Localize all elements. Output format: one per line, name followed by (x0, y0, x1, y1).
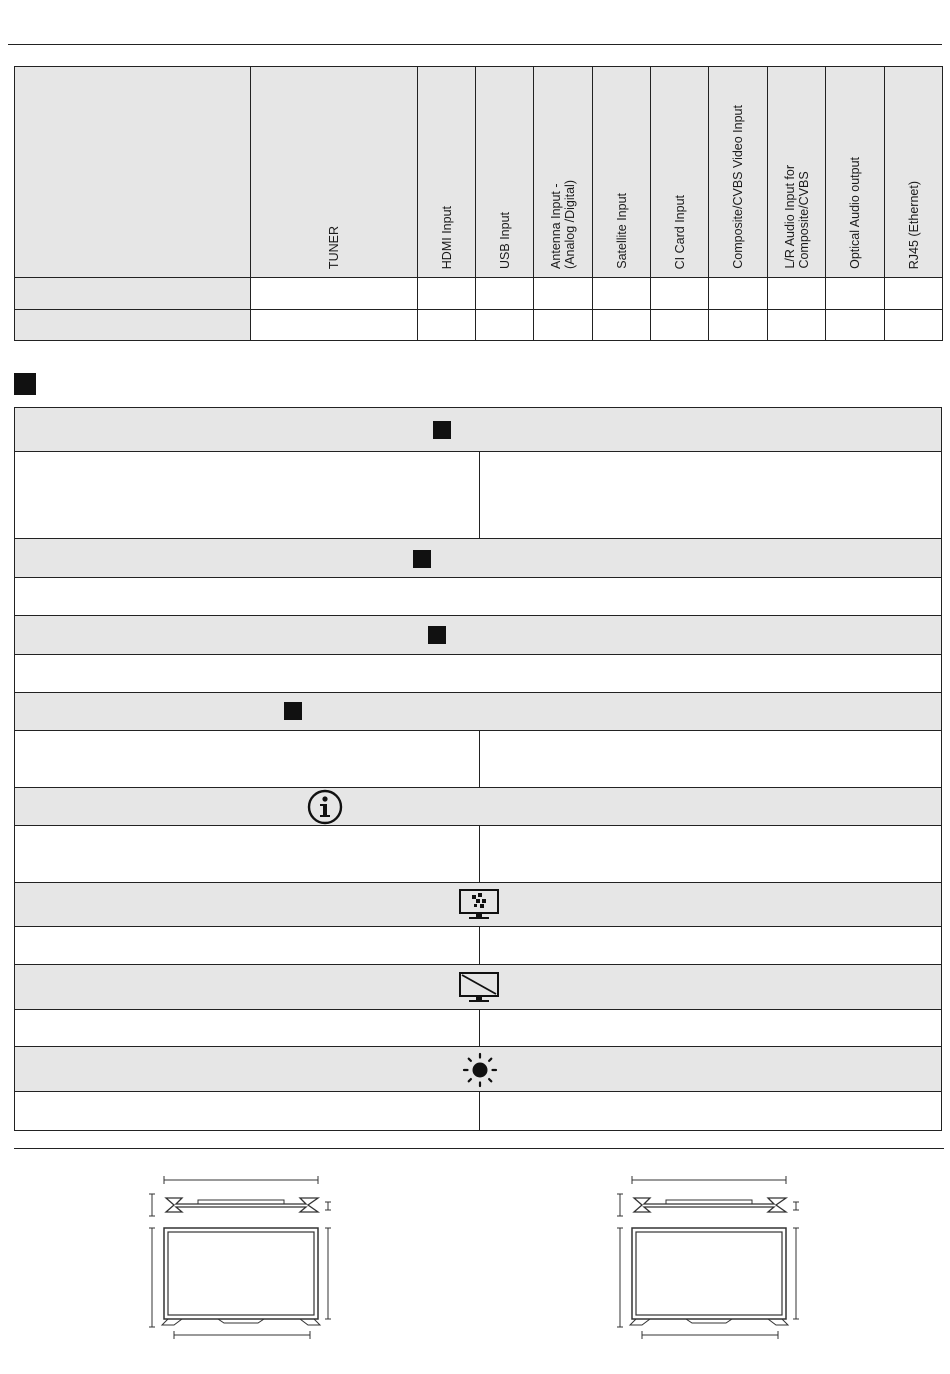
table-cell (709, 310, 768, 341)
col-label-line: L/R Audio Input for (782, 165, 797, 269)
table-row (15, 278, 943, 310)
col-label-line: Antenna Input - (549, 183, 563, 269)
spec-cell-full (15, 578, 941, 615)
square-marker-icon (433, 421, 451, 439)
table-cell (709, 278, 768, 310)
col-label: HDMI Input (439, 205, 454, 269)
spec-section-body (14, 452, 942, 539)
table-cell (418, 310, 476, 341)
square-marker-icon (413, 550, 431, 568)
col-label: USB Input (497, 212, 512, 269)
table-cell (768, 278, 826, 310)
col-label-line: Composite/CVBS (796, 171, 811, 269)
spec-cell-right (479, 927, 941, 964)
spec-section-header (14, 616, 942, 655)
table-cell (651, 278, 709, 310)
col-composite (709, 67, 768, 278)
col-label-multiline (783, 165, 811, 269)
spec-cell-right (479, 452, 941, 538)
top-rule (8, 44, 942, 45)
spec-section-header (14, 693, 942, 731)
spec-section-header (14, 1047, 942, 1092)
spec-section-body (14, 655, 942, 693)
spec-cell-full (15, 655, 941, 692)
col-label: CI Card Input (672, 194, 687, 269)
col-label: Optical Audio output (848, 157, 862, 269)
tv-dimension-drawing-left (146, 1172, 336, 1344)
monitor-off-icon (458, 972, 500, 1004)
table-cell (651, 310, 709, 341)
section-marker-icon (14, 373, 36, 395)
col-satellite (593, 67, 651, 278)
square-marker-icon (428, 626, 446, 644)
table-cell (826, 310, 885, 341)
spec-cell-right (479, 731, 941, 787)
sun-brightness-icon (462, 1052, 498, 1088)
table-cell (251, 278, 418, 310)
table-cell (534, 278, 593, 310)
table-cell (418, 278, 476, 310)
connections-table (14, 66, 943, 341)
spec-section-body (14, 731, 942, 788)
table-cell (476, 310, 534, 341)
table-cell (593, 310, 651, 341)
col-rj45 (885, 67, 943, 278)
spec-cell-left (15, 1010, 479, 1046)
spec-section-body (14, 578, 942, 616)
col-label-multiline (549, 180, 577, 269)
col-label: RJ45 (Ethernet) (906, 180, 921, 269)
col-label-line: (Analog /Digital) (563, 180, 577, 269)
spec-section-body (14, 1010, 942, 1047)
spec-section-header (14, 407, 942, 452)
square-marker-icon (284, 702, 302, 720)
col-ci (651, 67, 709, 278)
table-cell (593, 278, 651, 310)
table-row (15, 310, 943, 341)
row-header-cell (15, 310, 251, 341)
table-cell (885, 278, 943, 310)
col-label: Satellite Input (614, 193, 629, 269)
table-cell (476, 278, 534, 310)
col-antenna (534, 67, 593, 278)
col-label: Composite/CVBS Video Input (731, 105, 745, 269)
spec-section-header (14, 965, 942, 1010)
spec-section-header (14, 883, 942, 927)
table-cell (768, 310, 826, 341)
col-hdmi (418, 67, 476, 278)
spec-section-body (14, 826, 942, 883)
spec-section-header (14, 539, 942, 578)
tv-dimension-drawing-right (614, 1172, 804, 1344)
table-cell (251, 310, 418, 341)
col-usb (476, 67, 534, 278)
spec-cell-left (15, 1092, 479, 1130)
spec-cell-left (15, 452, 479, 538)
spec-table (14, 407, 942, 1131)
col-label: TUNER (327, 225, 341, 269)
bottom-rule (14, 1148, 944, 1149)
spec-section-header (14, 788, 942, 826)
col-optical (826, 67, 885, 278)
col-lr-audio (768, 67, 826, 278)
table-cell (534, 310, 593, 341)
col-tuner (251, 67, 418, 278)
header-blank-cell (15, 67, 251, 278)
spec-section-body (14, 1092, 942, 1131)
spec-cell-right (479, 1010, 941, 1046)
spec-cell-left (15, 826, 479, 882)
spec-cell-left (15, 731, 479, 787)
info-icon (306, 789, 344, 825)
table-cell (885, 310, 943, 341)
table-cell (826, 278, 885, 310)
monitor-pixel-icon (458, 889, 500, 921)
row-header-cell (15, 278, 251, 310)
connections-header-row (15, 67, 943, 278)
spec-cell-left (15, 927, 479, 964)
spec-section-body (14, 927, 942, 965)
spec-cell-right (479, 826, 941, 882)
spec-cell-right (479, 1092, 941, 1130)
